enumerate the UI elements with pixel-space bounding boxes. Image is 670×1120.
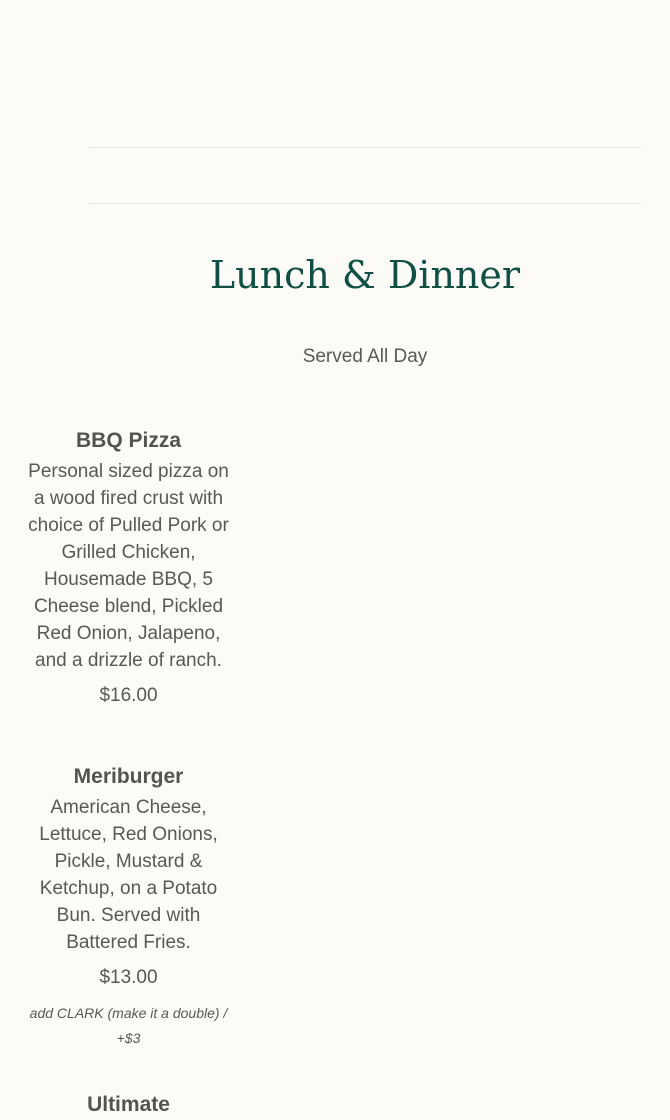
item-description: American Cheese, Lettuce, Red Onions, Pickle, Mustard & Ketchup, on a Potato Bun. Served with Battered Fries. [39, 797, 218, 953]
item-name: Ultimate [87, 1093, 170, 1116]
divider-top [89, 147, 642, 148]
menu-item-meriburger [26, 762, 231, 1051]
item-name: BBQ Pizza [75, 429, 182, 452]
item-price: $16.00 [99, 685, 158, 706]
section-title: Lunch & Dinner [209, 253, 521, 297]
divider-bottom [89, 203, 642, 204]
menu-item-ultimate [26, 1090, 231, 1120]
item-addon: add CLARK (make it a double) / +$3 [29, 1005, 228, 1046]
item-price: $13.00 [99, 967, 158, 988]
item-name: Meriburger [73, 765, 184, 788]
section-subtitle: Served All Day [302, 346, 428, 367]
menu-item-bbq-pizza [26, 426, 231, 709]
item-description: Personal sized pizza on a wood fired crust with choice of Pulled Pork or Grilled Chicken, Housemade BBQ, 5 Cheese blend, Pickled Red Onion, Jalapeno, and a drizzle of ranch. [28, 461, 229, 671]
